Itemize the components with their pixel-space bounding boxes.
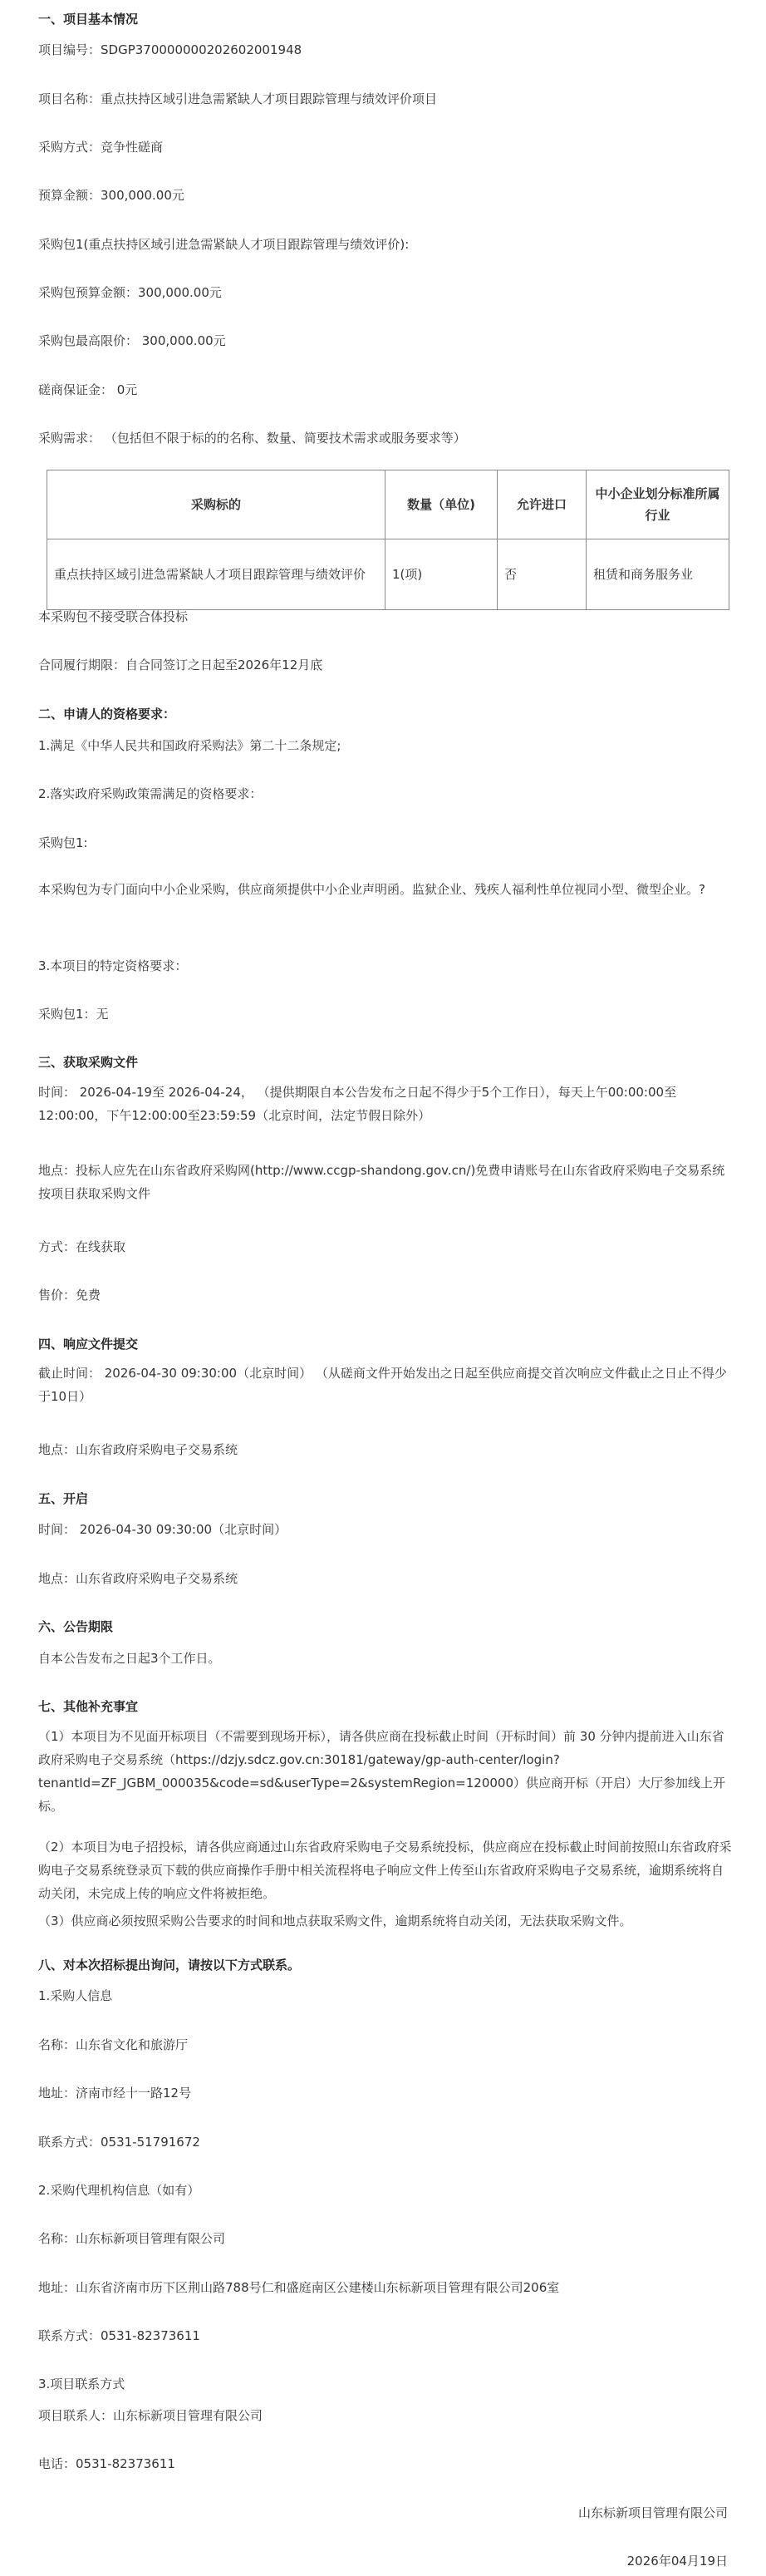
qualification-item-2: 2.落实政府采购政策需满足的资格要求：	[38, 786, 263, 801]
obtain-time: 时间： 2026-04-19至 2026-04-24， （提供期限自本公告发布之日起不得少于5个工作日），每天上午00:00:00至12:00:00，下午12:00:00至23:59:59（北京时间，法定节假日除外）	[38, 1085, 677, 1123]
table-cell: 租赁和商务服务业	[587, 539, 729, 610]
obtain-place: 地点：投标人应先在山东省政府采购网(http://www.ccgp-shandong.gov.cn/)免费申请账号在山东省政府采购电子交易系统按项目获取采购文件	[38, 1163, 725, 1201]
section-1-heading: 一、项目基本情况	[38, 12, 139, 27]
project-number: 项目编号：SDGP370000000202602001948	[38, 42, 302, 57]
opening-place: 地点：山东省政府采购电子交易系统	[38, 1571, 238, 1586]
notice-period: 自本公告发布之日起3个工作日。	[38, 1651, 221, 1666]
section-4-heading: 四、响应文件提交	[38, 1337, 139, 1352]
column-header: 中小企业划分标准所属行业	[587, 470, 729, 539]
agency-phone: 联系方式：0531-82373611	[38, 2328, 200, 2343]
column-header: 数量（单位)	[385, 470, 498, 539]
column-header: 采购标的	[47, 470, 385, 539]
column-header: 允许进口	[498, 470, 587, 539]
buyer-name: 名称：山东省文化和旅游厅	[38, 2037, 189, 2052]
buyer-phone: 联系方式：0531-51791672	[38, 2135, 200, 2150]
section-5-heading: 五、开启	[38, 1491, 89, 1506]
package-budget: 采购包预算金额：300,000.00元	[38, 285, 222, 300]
agency-name: 名称：山东标新项目管理有限公司	[38, 2231, 226, 2246]
supplement-item-1: （1）本项目为不见面开标项目（不需要到现场开标），请各供应商在投标截止时间（开标时间）前 30 分钟内提前进入山东省政府采购电子交易系统（https://dzjy.sdcz.gov.cn:30181/gateway/gp-auth-center/login?tenantId=ZF_JGBM_000035&code=sd&userType=2&systemRegion=120000）供应商开标（开启）大厅参加线上开标。	[38, 1729, 726, 1814]
project-name: 项目名称：重点扶持区域引进急需紧缺人才项目跟踪管理与绩效评价项目	[38, 91, 438, 106]
supplement-item-2: （2）本项目为电子招投标，请各供应商通过山东省政府采购电子交易系统投标，供应商应在投标截止时间前按照山东省政府采购电子交易系统登录页下载的供应商操作手册中相关流程将电子响应文件上传至山东省政府采购电子交易系统，逾期系统将自动关闭，未完成上传的响应文件将被拒绝。	[38, 1840, 732, 1901]
section-6-heading: 六、公告期限	[38, 1619, 114, 1634]
sme-requirement: 本采购包为专门面向中小企业采购，供应商须提供中小企业声明函。监狱企业、残疾人福利性单位视同小型、微型企业。?	[38, 882, 705, 897]
project-contact-phone: 电话：0531-82373611	[38, 2456, 175, 2471]
agency-info-title: 2.采购代理机构信息（如有）	[38, 2183, 200, 2198]
section-3-heading: 三、获取采购文件	[38, 1055, 139, 1070]
section-2-heading: 二、申请人的资格要求：	[38, 707, 176, 722]
package-title: 采购包1(重点扶持区域引进急需紧缺人才项目跟踪管理与绩效评价):	[38, 237, 410, 252]
section-7-heading: 七、其他补充事宜	[38, 1699, 139, 1714]
section-8-heading: 八、对本次招标提出询问，请按以下方式联系。	[38, 1958, 301, 1973]
footer-date: 2026年04月19日	[626, 2554, 728, 2569]
submission-deadline: 截止时间： 2026-04-30 09:30:00（北京时间） （从磋商文件开始发出之日起至供应商提交首次响应文件截止之日止不得少于10日）	[38, 1366, 727, 1404]
contract-period: 合同履行期限：自合同签订之日起至2026年12月底	[38, 658, 323, 672]
procurement-method: 采购方式：竞争性磋商	[38, 140, 164, 155]
table-row	[47, 539, 729, 610]
table-header-row	[47, 470, 729, 539]
opening-time: 时间： 2026-04-30 09:30:00（北京时间）	[38, 1522, 287, 1537]
special-qualification-package-1: 采购包1：无	[38, 1007, 109, 1022]
submission-place: 地点：山东省政府采购电子交易系统	[38, 1442, 238, 1457]
no-joint-bid-note: 本采购包不接受联合体投标	[38, 609, 189, 624]
agency-address: 地址：山东省济南市历下区荆山路788号仁和盛庭南区公建楼山东标新项目管理有限公司206室	[38, 2280, 560, 2295]
project-contact-title: 3.项目联系方式	[38, 2377, 125, 2391]
table-cell: 重点扶持区域引进急需紧缺人才项目跟踪管理与绩效评价	[47, 539, 385, 610]
supplement-item-3: （3）供应商必须按照采购公告要求的时间和地点获取采购文件，逾期系统将自动关闭，无法获取采购文件。	[38, 1914, 632, 1928]
qualification-item-3: 3.本项目的特定资格要求：	[38, 958, 188, 973]
obtain-mode: 方式：在线获取	[38, 1239, 126, 1254]
negotiation-deposit: 磋商保证金： 0元	[38, 382, 138, 397]
buyer-address: 地址：济南市经十一路12号	[38, 2086, 192, 2101]
procurement-demand: 采购需求： （包括但不限于标的的名称、数量、简要技术需求或服务要求等）	[38, 431, 466, 446]
procurement-table	[47, 470, 729, 610]
document-price: 售价：免费	[38, 1288, 101, 1303]
qualification-package-1: 采购包1:	[38, 835, 88, 850]
buyer-info-title: 1.采购人信息	[38, 1988, 113, 2003]
package-max-price: 采购包最高限价： 300,000.00元	[38, 333, 226, 348]
qualification-item-1: 1.满足《中华人民共和国政府采购法》第二十二条规定;	[38, 738, 341, 753]
table-cell: 否	[498, 539, 587, 610]
footer-company: 山东标新项目管理有限公司	[577, 2505, 728, 2520]
project-contact-person: 项目联系人：山东标新项目管理有限公司	[38, 2408, 263, 2423]
budget-amount: 预算金额：300,000.00元	[38, 188, 184, 203]
table-cell: 1(项)	[385, 539, 498, 610]
